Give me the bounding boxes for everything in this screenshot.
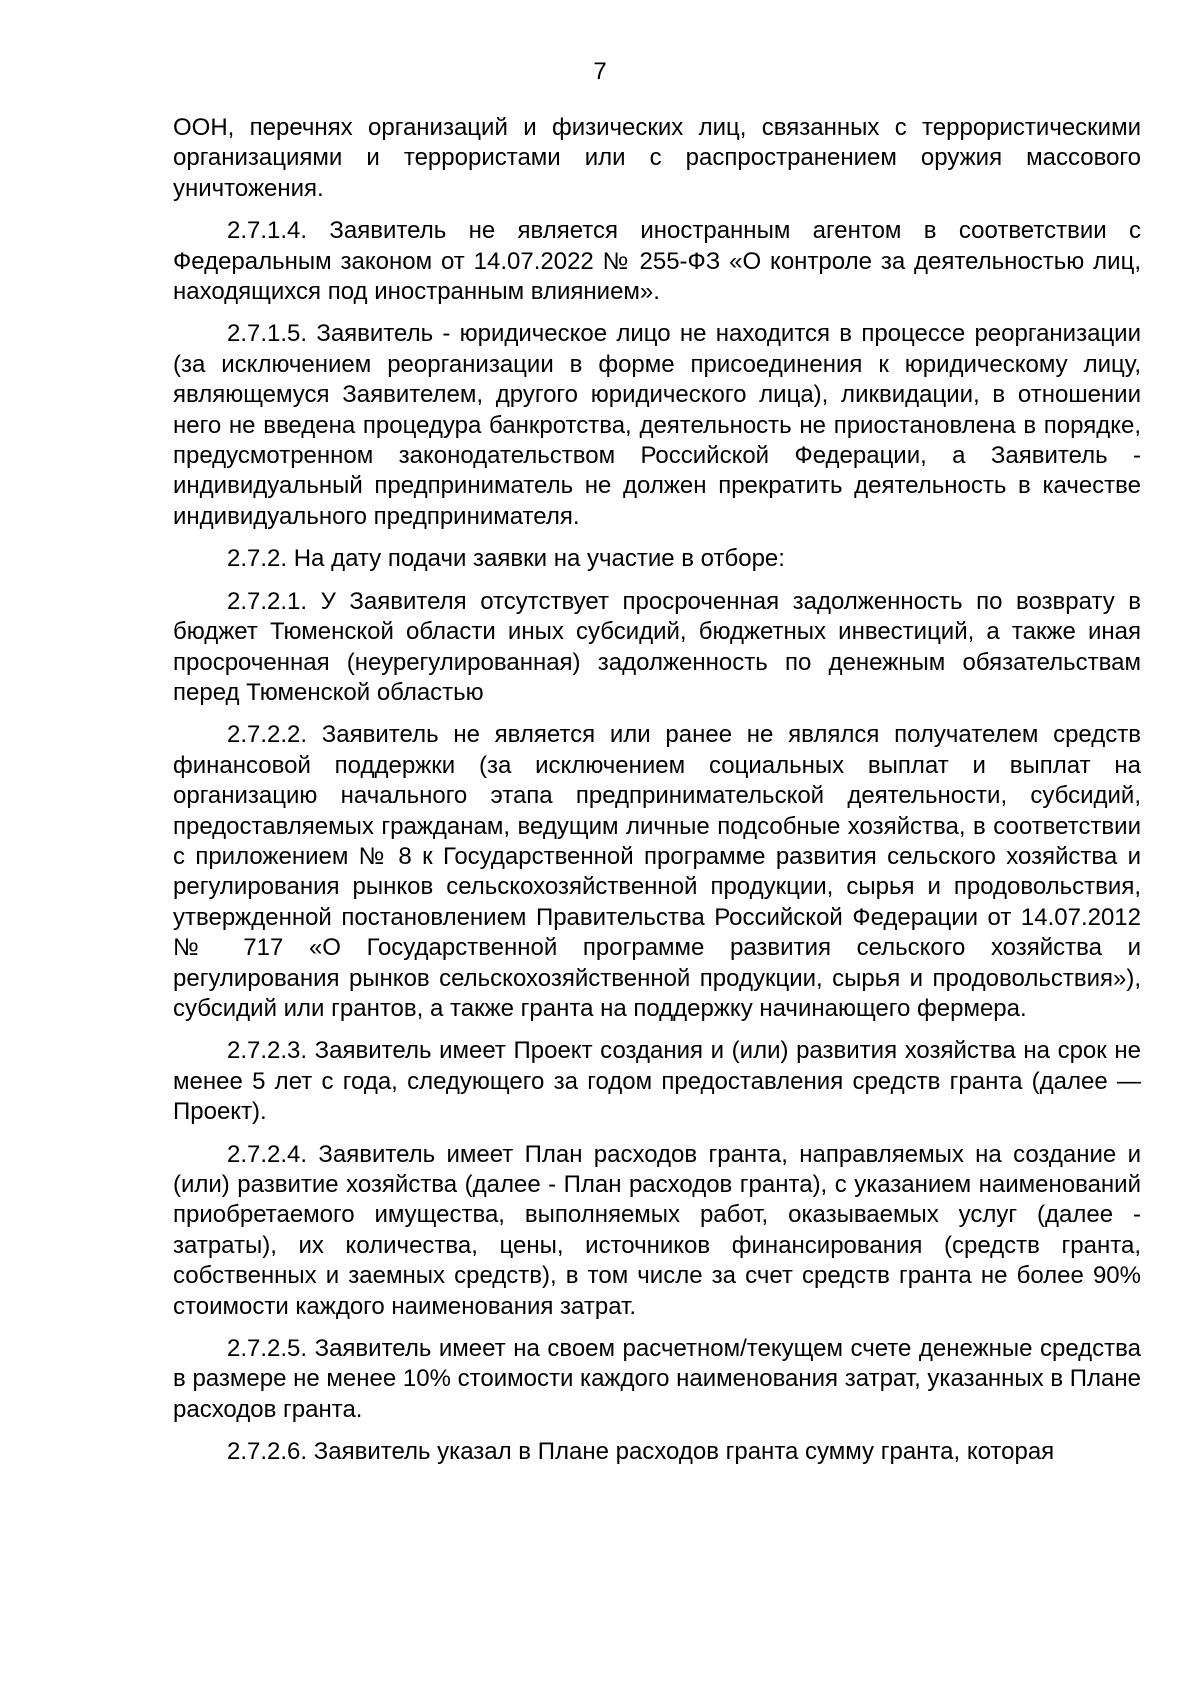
- paragraph-2-7-2-2: 2.7.2.2. Заявитель не является или ранее не являлся получателем средств финансовой поддержки (за исключением социальных выплат и выплат на организацию начального этапа предпринимательской деятельности, субсидий, предоставляемых гражданам, ведущим личные подсобные хозяйства, в соответствии с приложением № 8 к Государственной программе развития сельского хозяйства и регулирования рынков сельскохозяйственной продукции, сырья и продовольствия, утвержденной постановлением Правительства Российской Федерации от 14.07.2012 № 717 «О Государственной программе развития сельского хозяйства и регулирования рынков сельскохозяйственной продукции, сырья и продовольствия»), субсидий или грантов, а также гранта на поддержку начинающего фермера.: [173, 721, 1141, 1022]
- paragraph-2-7-2: 2.7.2. На дату подачи заявки на участие в отборе:: [227, 545, 785, 573]
- paragraph-2-7-2-6: 2.7.2.6. Заявитель указал в Плане расходов гранта сумму гранта, которая: [227, 1438, 1055, 1466]
- paragraph-2-7-2-5: 2.7.2.5. Заявитель имеет на своем расчетном/текущем счете денежные средства в размере не менее 10% стоимости каждого наименования затрат, указанных в Плане расходов гранта.: [173, 1335, 1141, 1423]
- paragraph-2-7-2-4: 2.7.2.4. Заявитель имеет План расходов гранта, направляемых на создание и (или) развитие хозяйства (далее - План расходов гранта), с указанием наименований приобретаемого имущества, выполняемых работ, оказываемых услуг (далее - затраты), их количества, цены, источников финансирования (средств гранта, собственных и заемных средств), в том числе за счет средств гранта не более 90% стоимости каждого наименования затрат.: [173, 1140, 1141, 1320]
- paragraph-2-7-2-3: 2.7.2.3. Заявитель имеет Проект создания и (или) развития хозяйства на срок не менее 5 лет с года, следующего за годом предоставления средств гранта (далее — Проект).: [173, 1037, 1141, 1126]
- paragraph-2-7-1-4: 2.7.1.4. Заявитель не является иностранным агентом в соответствии с Федеральным законом от 14.07.2022 № 255-ФЗ «О контроле за деятельностью лиц, находящихся под иностранным влиянием».: [173, 217, 1141, 306]
- document-body: [173, 113, 1141, 1468]
- paragraph-continuation: ООН, перечнях организаций и физических лиц, связанных с террористическими организациями и террористами или с распространением оружия массового уничтожения.: [173, 114, 1141, 202]
- paragraph-2-7-1-5: 2.7.1.5. Заявитель - юридическое лицо не находится в процессе реорганизации (за исключением реорганизации в форме присоединения к юридическому лицу, являющемуся Заявителем, другого юридического лица), ликвидации, в отношении него не введена процедура банкротства, деятельность не приостановлена в порядке, предусмотренном законодательством Российской Федерации, а Заявитель - индивидуальный предприниматель не должен прекратить деятельность в качестве индивидуального предпринимателя.: [173, 320, 1141, 530]
- paragraph-2-7-2-1: 2.7.2.1. У Заявителя отсутствует просроченная задолженность по возврату в бюджет Тюменской области иных субсидий, бюджетных инвестиций, а также иная просроченная (неурегулированная) задолженность по денежным обязательствам перед Тюменской областью: [173, 587, 1141, 706]
- page-number: 7: [593, 58, 607, 85]
